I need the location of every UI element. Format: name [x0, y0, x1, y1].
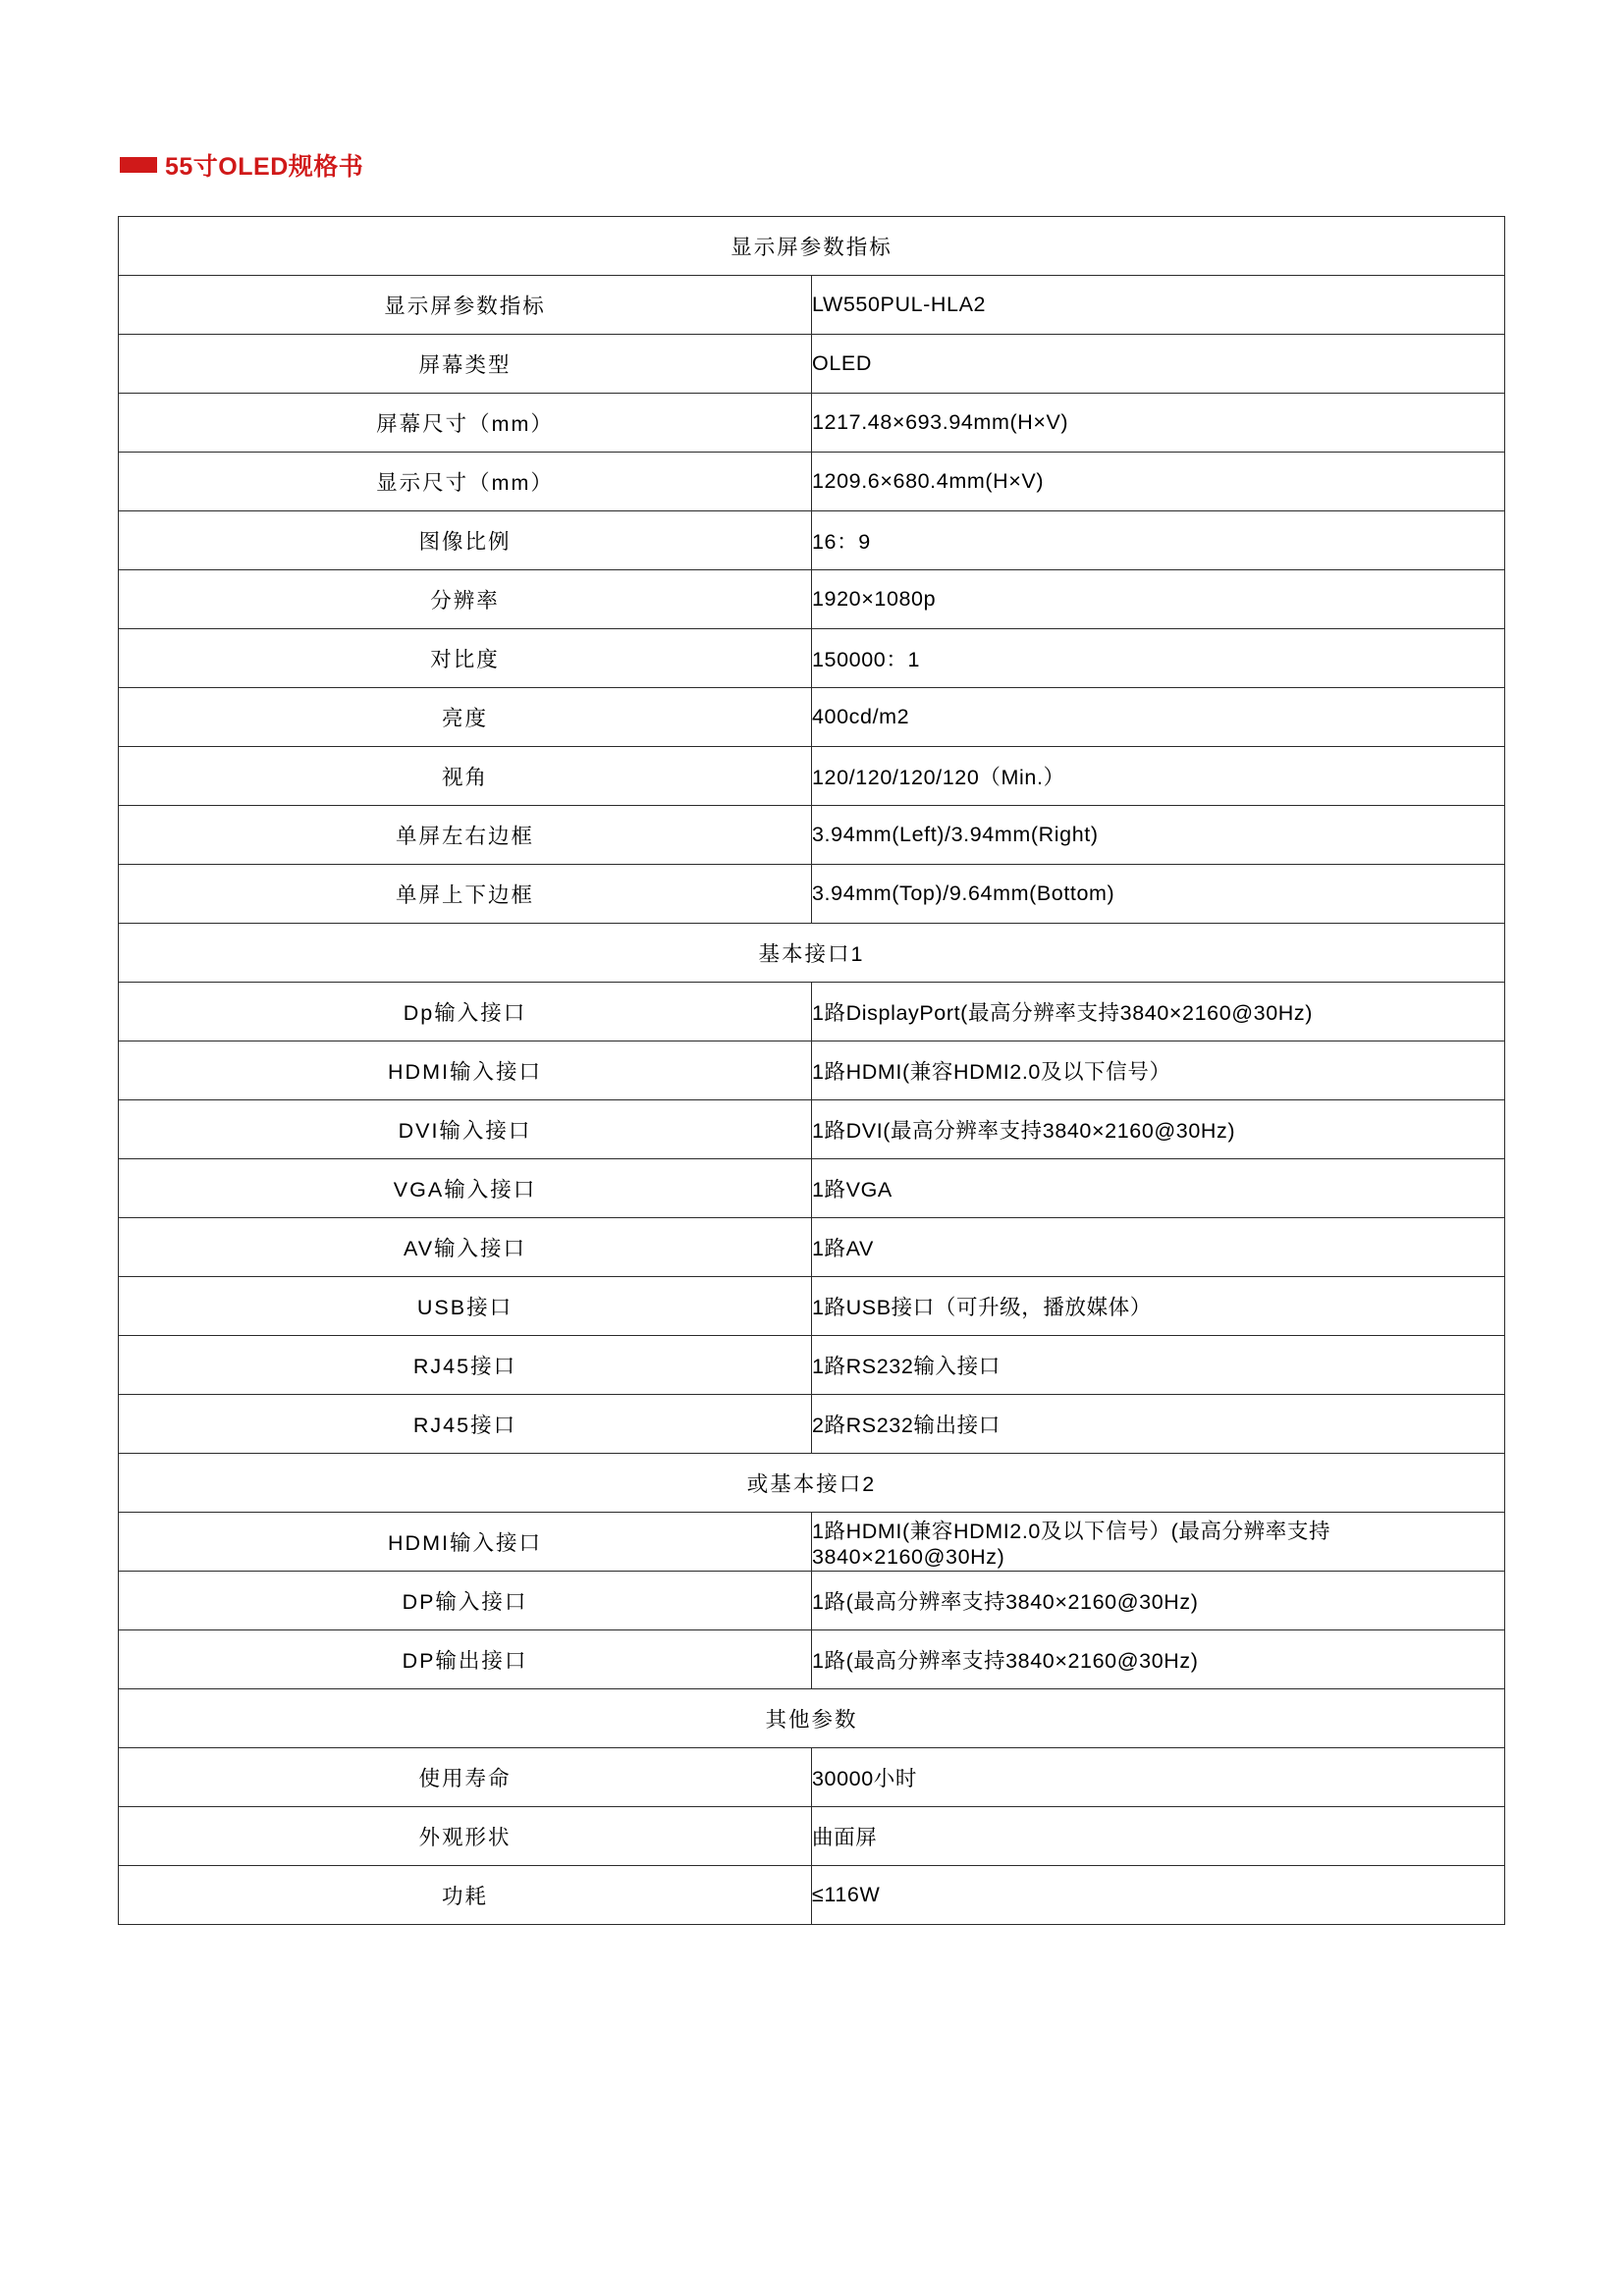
table-row	[119, 1277, 1505, 1336]
table-row	[119, 747, 1505, 806]
row-value: 1路VGA	[812, 1159, 1505, 1218]
row-value: 1路DisplayPort(最高分辨率支持3840×2160@30Hz)	[812, 983, 1505, 1041]
row-label: RJ45接口	[119, 1395, 812, 1454]
table-row	[119, 983, 1505, 1041]
row-label: USB接口	[119, 1277, 812, 1336]
row-value: 1路USB接口（可升级，播放媒体）	[812, 1277, 1505, 1336]
row-label: 亮度	[119, 688, 812, 747]
table-row	[119, 511, 1505, 570]
row-value: 曲面屏	[812, 1807, 1505, 1866]
table-row	[119, 1748, 1505, 1807]
row-value: 16：9	[812, 511, 1505, 570]
row-label: DP输入接口	[119, 1572, 812, 1630]
row-label: 视角	[119, 747, 812, 806]
table-row	[119, 1866, 1505, 1925]
table-section-header: 显示屏参数指标	[119, 217, 1505, 276]
row-label: 屏幕类型	[119, 335, 812, 394]
row-value: 1路RS232输入接口	[812, 1336, 1505, 1395]
specification-table	[118, 216, 1505, 1925]
row-value: 400cd/m2	[812, 688, 1505, 747]
table-row	[119, 1807, 1505, 1866]
table-section-header: 或基本接口2	[119, 1454, 1505, 1513]
table-row	[119, 1218, 1505, 1277]
row-value: ≤116W	[812, 1866, 1505, 1925]
row-value: 120/120/120/120（Min.）	[812, 747, 1505, 806]
table-row	[119, 1572, 1505, 1630]
page-title	[120, 147, 1506, 183]
table-section-header: 其他参数	[119, 1689, 1505, 1748]
table-section-header-row	[119, 1689, 1505, 1748]
row-value: 1路(最高分辨率支持3840×2160@30Hz)	[812, 1630, 1505, 1689]
row-value: 1209.6×680.4mm(H×V)	[812, 453, 1505, 511]
row-label: 显示屏参数指标	[119, 276, 812, 335]
row-value: 3.94mm(Top)/9.64mm(Bottom)	[812, 865, 1505, 924]
table-row	[119, 688, 1505, 747]
table-row	[119, 1159, 1505, 1218]
row-label: 功耗	[119, 1866, 812, 1925]
table-section-header-row	[119, 1454, 1505, 1513]
row-label: 分辨率	[119, 570, 812, 629]
row-label: 屏幕尺寸（mm）	[119, 394, 812, 453]
row-value: 1路HDMI(兼容HDMI2.0及以下信号）(最高分辨率支持3840×2160@30Hz)	[812, 1513, 1505, 1572]
table-row	[119, 1041, 1505, 1100]
row-value: 3.94mm(Left)/3.94mm(Right)	[812, 806, 1505, 865]
row-value: 1217.48×693.94mm(H×V)	[812, 394, 1505, 453]
row-label: 单屏上下边框	[119, 865, 812, 924]
row-value: 1路(最高分辨率支持3840×2160@30Hz)	[812, 1572, 1505, 1630]
table-row	[119, 1100, 1505, 1159]
row-value: 1920×1080p	[812, 570, 1505, 629]
row-label: 显示尺寸（mm）	[119, 453, 812, 511]
row-label: AV输入接口	[119, 1218, 812, 1277]
row-value: 1路AV	[812, 1218, 1505, 1277]
row-value: 150000：1	[812, 629, 1505, 688]
table-row	[119, 629, 1505, 688]
row-label: DVI输入接口	[119, 1100, 812, 1159]
row-label: VGA输入接口	[119, 1159, 812, 1218]
row-label: 使用寿命	[119, 1748, 812, 1807]
row-label: 单屏左右边框	[119, 806, 812, 865]
table-section-header: 基本接口1	[119, 924, 1505, 983]
row-value: OLED	[812, 335, 1505, 394]
row-label: HDMI输入接口	[119, 1041, 812, 1100]
table-row	[119, 335, 1505, 394]
table-section-header-row	[119, 924, 1505, 983]
row-label: 图像比例	[119, 511, 812, 570]
row-label: RJ45接口	[119, 1336, 812, 1395]
row-label: 对比度	[119, 629, 812, 688]
row-value: 1路DVI(最高分辨率支持3840×2160@30Hz)	[812, 1100, 1505, 1159]
table-row	[119, 1630, 1505, 1689]
row-value: 1路HDMI(兼容HDMI2.0及以下信号）	[812, 1041, 1505, 1100]
table-row	[119, 276, 1505, 335]
row-label: 外观形状	[119, 1807, 812, 1866]
row-label: Dp输入接口	[119, 983, 812, 1041]
table-row	[119, 1395, 1505, 1454]
table-section-header-row	[119, 217, 1505, 276]
table-row	[119, 865, 1505, 924]
row-value: LW550PUL-HLA2	[812, 276, 1505, 335]
table-row	[119, 453, 1505, 511]
row-label: DP输出接口	[119, 1630, 812, 1689]
table-row	[119, 1336, 1505, 1395]
row-value: 2路RS232输出接口	[812, 1395, 1505, 1454]
table-row	[119, 806, 1505, 865]
row-value: 30000小时	[812, 1748, 1505, 1807]
title-marker-icon	[120, 157, 157, 173]
table-row	[119, 1513, 1505, 1572]
table-row	[119, 394, 1505, 453]
row-label: HDMI输入接口	[119, 1513, 812, 1572]
title-text: 55寸OLED规格书	[165, 153, 364, 181]
table-row	[119, 570, 1505, 629]
